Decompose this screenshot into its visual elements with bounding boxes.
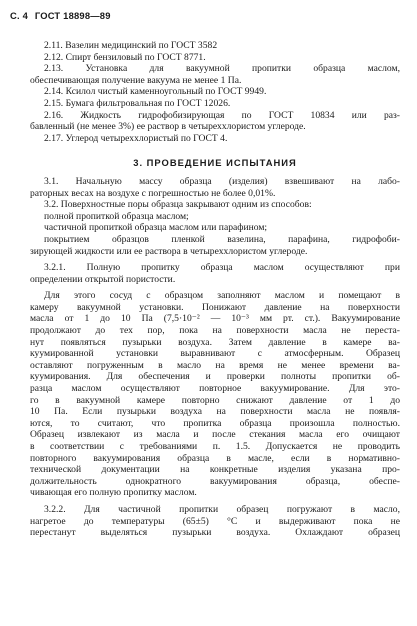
p3-2-1b-line-2: камеру вакуумной установки. Понижают давление на поверхности <box>30 301 400 313</box>
paragraph-3-2 <box>30 199 400 257</box>
p3-2-1b-line-10: го в вакуумной камере повторно снижают давление от 1 до <box>30 394 400 406</box>
p3-2-1b-line-9: разца маслом осуществляют повторное вакуумирование. Для это- <box>30 383 400 395</box>
p3-2-1b-line-4: продолжают до тех пор, пока на поверхности масла не переста- <box>30 325 400 337</box>
p3-2-line-2: полной пропиткой образца маслом; <box>44 210 189 222</box>
p3-2-1b-line-5: нут появляться пузырьки воздуха. Затем давление в камере ва- <box>30 336 400 348</box>
p3-2-1-line-2: определении открытой пористости. <box>30 273 176 285</box>
item-2-11: 2.11. Вазелин медицинский по ГОСТ 3582 <box>44 40 218 51</box>
p3-2-line-4: покрытием образцов пленкой вазелина, парафина, гидрофоби- <box>44 233 400 245</box>
p3-2-1b-line-17: должительность однократного вакуумирования образца, обеспе- <box>30 475 400 487</box>
p3-2-1b-line-14: в соответствии с требованиями п. 1.5. Допускается не проводить <box>30 441 400 452</box>
p3-2-line-5: зирующей жидкости или ее раствора в четыреххлористом углероде. <box>30 245 308 257</box>
p3-2-line-1: 3.2. Поверхностные поры образца закрывают одним из способов: <box>44 199 312 211</box>
section-3-heading: 3. ПРОВЕДЕНИЕ ИСПЫТАНИЯ <box>133 157 297 169</box>
item-2-13-line-1: 2.13. Установка для вакуумной пропитки образца маслом, <box>44 63 400 75</box>
p3-2-1b-line-6: куумированной установки выравнивают с атмосферным. Образец <box>30 348 400 360</box>
item-2-13-line-2: обеспечивающая получение вакуума не менее 1 Па. <box>30 74 242 86</box>
p3-2-1b-line-12: ются, то считают, что пропитка образца произошла полностью. <box>30 417 400 429</box>
item-2-17: 2.17. Углерод четыреххлористый по ГОСТ 4. <box>44 132 228 144</box>
item-2-12: 2.12. Спирт бензиловый по ГОСТ 8771. <box>44 51 206 63</box>
paragraph-3-2-2 <box>30 504 400 539</box>
p3-2-1b-line-3: масла от 1 до 10 Па (7,5·10⁻² — 10⁻³ мм рт. ст.). Вакуумирование <box>30 313 400 325</box>
p3-2-1b-line-11: 10 Па. Если пузырьки воздуха на поверхности масла не появля- <box>30 406 400 418</box>
p3-2-line-3: частичной пропиткой образца маслом или парафином; <box>44 222 268 234</box>
p3-2-2-line-2: нагретое до температуры (65±5) °С и выдерживают пока не <box>30 515 400 527</box>
p3-2-1b-line-7: оставляют погруженным в масло на время не менее времени ва- <box>30 359 400 371</box>
section-2-materials-list <box>30 40 400 144</box>
p3-1-line-1: 3.1. Начальную массу образца (изделия) взвешивают на лабо- <box>44 175 400 187</box>
item-2-15: 2.15. Бумага фильтровальная по ГОСТ 12026. <box>44 97 231 109</box>
paragraph-3-2-1 <box>30 262 400 285</box>
p3-2-1-line-1: 3.2.1. Полную пропитку образца маслом осуществляют при <box>44 262 400 274</box>
p3-2-2-line-1: 3.2.2. Для частичной пропитки образец погружают в масло, <box>44 503 400 515</box>
page-content <box>30 40 400 539</box>
p3-2-1b-line-1: Для этого сосуд с образцом заполняют маслом и помещают в <box>44 290 400 302</box>
item-2-16-line-1: 2.16. Жидкость гидрофобизирующая по ГОСТ 10834 или раз- <box>44 109 400 121</box>
p3-2-1b-line-8: куумирования. Для обеспечения и проверки полноты пропитки об- <box>30 371 400 383</box>
p3-2-1b-line-18: чивающая его полную пропитку маслом. <box>30 487 197 499</box>
p3-2-1b-line-16: технической документации на конкретные изделия указана про- <box>30 464 400 476</box>
p3-2-1b-line-15: повторного вакуумирования образца в масле, если в нормативно- <box>30 452 400 464</box>
item-2-16-line-2: бавленный (не менее 3%) ее раствор в четыреххлористом углероде. <box>30 121 306 133</box>
standard-code: ГОСТ 18898—89 <box>34 10 111 21</box>
p3-2-2-line-3: перестанут выделяться пузырьки воздуха. Охлаждают образец <box>30 527 400 539</box>
item-2-14: 2.14. Ксилол чистый каменноугольный по ГОСТ 9949. <box>44 86 267 98</box>
p3-1-line-2: раторных весах на воздухе с погрешностью не более 0,01%. <box>30 187 276 199</box>
page-header <box>10 10 115 22</box>
paragraph-3-2-1-procedure <box>30 290 400 499</box>
page-number: С. 4 <box>10 10 28 21</box>
p3-2-1b-line-13: Образец извлекают из масла и после стекания масла его очищают <box>30 429 400 441</box>
paragraph-3-1 <box>30 176 400 199</box>
